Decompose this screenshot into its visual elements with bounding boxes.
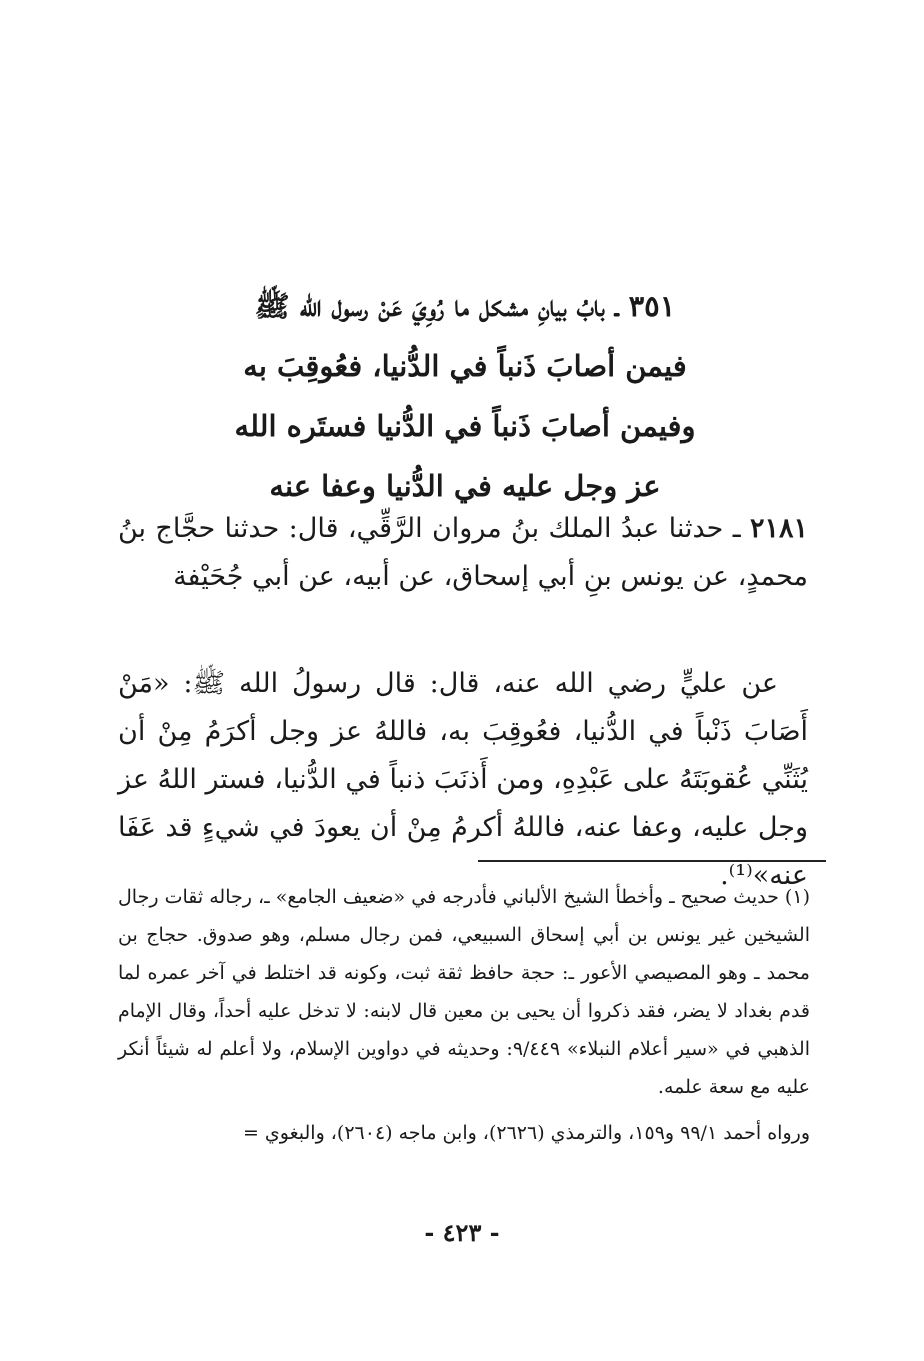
chapter-title-line-2: فيمن أصابَ ذَنباً في الدُّنيا، فعُوقِبَ به (243, 349, 687, 383)
chapter-title-line-1: ٣٥١ ـ بابُ بيانِ مشكل ما رُوِيَ عَنْ رسول الله ﷺ (254, 289, 676, 323)
chapter-title-line-3: وفيمن أصابَ ذَنباً في الدُّنيا فستَره الله (234, 409, 696, 443)
footnotes (118, 878, 810, 1152)
chapter-title-line-4: عز وجل عليه في الدُّنيا وعفا عنه (269, 469, 661, 503)
footnote-separator (478, 860, 826, 862)
hadith-matn-text: عن عليٍّ رضي الله عنه، قال: قال رسولُ الله ﷺ: «مَنْ أَصَابَ ذَنْباً في الدُّنيا، فعُوقِبَ به، فاللهُ عز وجل أكرَمُ مِنْ أن يُثَنِّي عُقوبَتَهُ على عَبْدِهِ، ومن أَذنَبَ ذنباً في الدُّنيا، فستر اللهُ عز وجل عليه، وعفا عنه، فاللهُ أكرمُ مِنْ أن يعودَ في شيءٍ قد عَفَا عنه»⁽¹⁾. (118, 668, 808, 891)
chapter-heading (120, 276, 810, 516)
hadith-number: ٢١٨١ (749, 513, 808, 544)
hadith-isnad-text: ـ حدثنا عبدُ الملك بنُ مروان الرَّقِّي، قال: حدثنا حجَّاج بنُ محمدٍ، عن يونس بنِ أبي إسحاق، عن أبيه، عن أبي جُحَيْفة (118, 513, 808, 592)
hadith-isnad (118, 505, 808, 601)
footnote-1-continuation: ورواه أحمد ٩٩/١ و١٥٩، والترمذي (٢٦٢٦)، وابن ماجه (٢٦٠٤)، والبغوي = (242, 1122, 810, 1144)
footnote-1: (١) حديث صحيح ـ وأخطأ الشيخ الألباني فأدرجه في «ضعيف الجامع» ـ، رجاله ثقات رجال الشيخين غير يونس بن أبي إسحاق السبيعي، فمن رجال مسلم، وهو صدوق. حجاج بن محمد ـ وهو المصيصي الأعور ـ: حجة حافظ ثقة ثبت، وكونه قد اختلط في آخر عمره لما قدم بغداد لا يضر، فقد ذكروا أن يحيى بن معين قال لابنه: لا تدخل عليه أحداً، وقال الإمام الذهبي في «سير أعلام النبلاء» ٩/٤٤٩: وحديثه في دواوين الإسلام، ولا أعلم له شيئاً أنكر عليه مع سعة علمه. (118, 886, 810, 1098)
page-number: - ٤٢٣ - (424, 1218, 500, 1247)
hadith-matn (118, 660, 808, 900)
